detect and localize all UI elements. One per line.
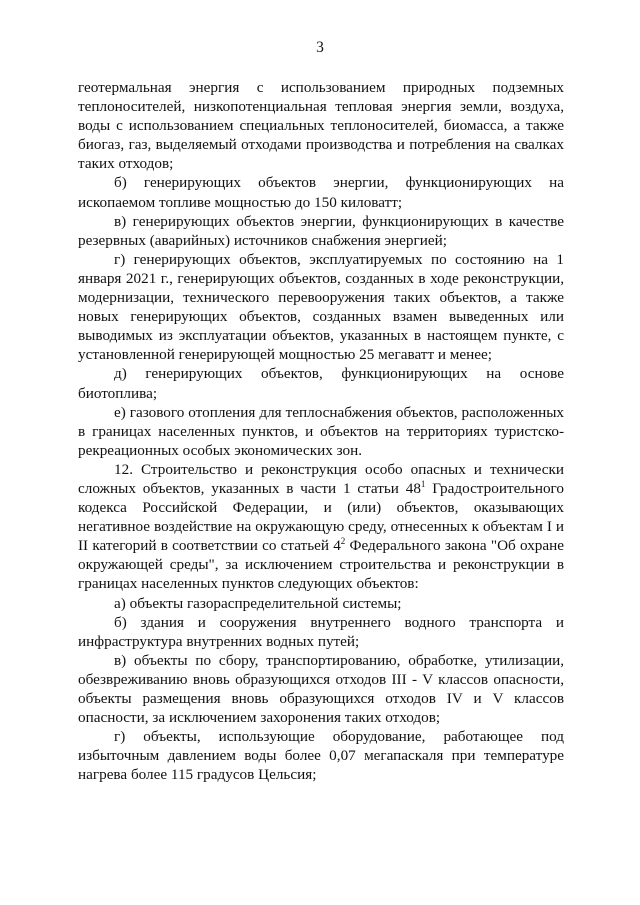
document-body (78, 78, 564, 784)
clause-12-part-1: 12. Строительство и реконструкция особо опасных и технически сложных объектов, указанных в части 1 статьи 48 (78, 460, 564, 497)
paragraph-item-b-water-transport: б) здания и сооружения внутреннего водного транспорта и инфраструктура внутренних водных путей; (78, 613, 564, 650)
paragraph-continuation-renewable-sources: геотермальная энергия с использованием природных подземных теплоносителей, низкопотенциальная тепловая энергия земли, воздуха, воды с использованием специальных теплоносителей, биомасса, а также биогаз, газ, выделяемый отходами производства и потребления на свалках таких отходов; (78, 79, 564, 173)
paragraph-item-g-pressure-equipment: г) объекты, использующие оборудование, работающее под избыточным давлением воды более 0,07 мегапаскаля при температуре нагрева более 115 градусов Цельсия; (78, 728, 564, 784)
clause-12-part-3: Федерального закона "Об охране окружающей среды", за исключением строительства и реконструкции в границах населенных пунктов следующих объектов: (78, 537, 564, 593)
paragraph-clause-12 (78, 460, 564, 594)
page-number: 3 (316, 39, 324, 56)
clause-12-superscript-2: 2 (340, 536, 346, 547)
paragraph-item-g-existing-objects: г) генерирующих объектов, эксплуатируемых по состоянию на 1 января 2021 г., генерирующих объектов, созданных в ходе реконструкции, модернизации, технического перевооружения таких объектов, а также новых генерирующих объектов, созданных взамен выведенных или выводимых из эксплуатации объектов, указанных в настоящем пункте, с установленной генерирующей мощностью 25 мегаватт и менее; (78, 250, 564, 364)
paragraph-item-b-fossil-fuel: б) генерирующих объектов энергии, функционирующих на ископаемом топливе мощностью до 150 киловатт; (78, 174, 564, 211)
clause-12-superscript-1: 1 (420, 478, 426, 489)
paragraph-item-e-gas-heating: е) газового отопления для теплоснабжения объектов, расположенных в границах населенных пунктов, и объектов на территориях туристско-рекреационных особых экономических зон. (78, 403, 564, 459)
paragraph-item-v-reserve-sources: в) генерирующих объектов энергии, функционирующих в качестве резервных (аварийных) источников снабжения энергией; (78, 212, 564, 249)
paragraph-item-a-gas-distribution: а) объекты газораспределительной системы; (114, 594, 402, 612)
paragraph-item-d-biofuel: д) генерирующих объектов, функционирующих на основе биотоплива; (78, 365, 564, 402)
paragraph-item-v-waste-objects: в) объекты по сбору, транспортированию, обработке, утилизации, обезвреживанию вновь образующихся отходов III - V классов опасности, объекты размещения вновь образующихся отходов IV и V классов опасности, за исключением захоронения таких отходов; (78, 651, 564, 727)
clause-12-part-2: Градостроительного кодекса Российской Федерации, и (или) объектов, оказывающих негативное воздействие на окружающую среду, отнесенных к объектам I и II категорий в соответствии со статьей 4 (78, 479, 564, 555)
